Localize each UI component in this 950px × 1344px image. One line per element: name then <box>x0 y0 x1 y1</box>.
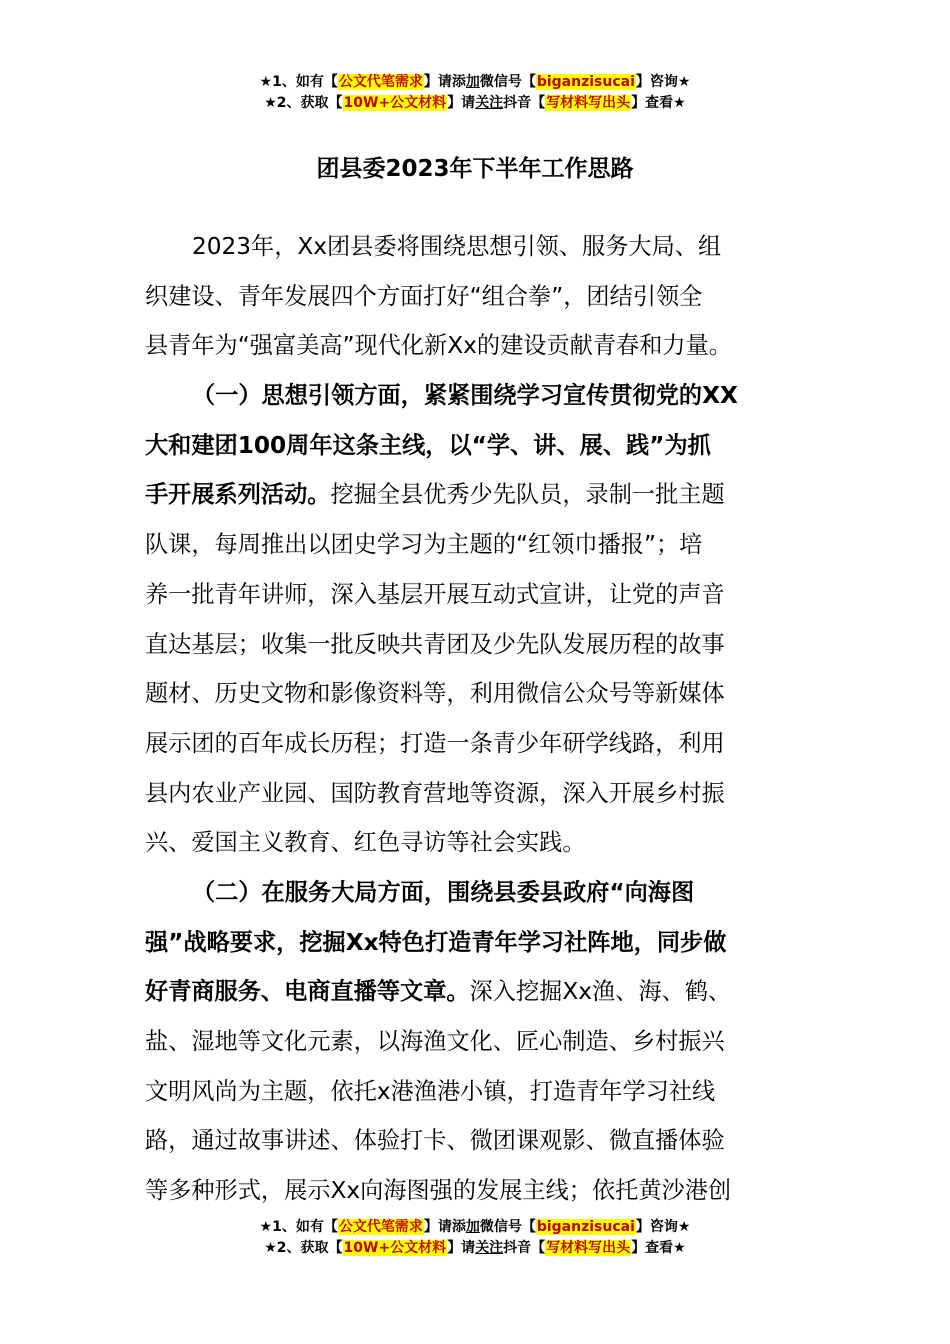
banner-underline: 加 <box>465 1219 480 1235</box>
banner-text: 】咨询★ <box>635 74 691 90</box>
banner-highlight: biganzisucai <box>536 1219 635 1235</box>
text-line <box>145 421 807 471</box>
banner-text: 】请 <box>447 1240 476 1256</box>
banner-text: 】查看★ <box>631 1240 686 1256</box>
banner-underline: 关注 <box>475 95 504 111</box>
bold-heading-text: 好青商服务、电商直播等文章。 <box>145 978 470 1006</box>
banner-text: 微信号【 <box>479 1219 536 1235</box>
header-banner <box>0 72 950 114</box>
banner-line-2 <box>0 1238 950 1259</box>
banner-highlight: 公文代笔需求 <box>338 1219 423 1235</box>
banner-highlight: 写材料写出头 <box>546 95 631 111</box>
text-line <box>145 371 807 421</box>
body-text-segment: 文明风尚为主题，依托x港渔港小镇，打造青年学习社线 <box>145 1077 716 1105</box>
bold-heading-text: 大和建团100周年这条主线，以“学、讲、展、践”为抓 <box>145 431 711 459</box>
text-line <box>145 1116 807 1166</box>
body-text-segment: 县青年为“强富美高”现代化新Xx的建设贡献青春和力量。 <box>145 332 732 360</box>
text-line <box>145 719 807 769</box>
bold-heading-text: （二）在服务大局方面，围绕县委县政府“向海图 <box>192 878 695 906</box>
body-text-segment: 等多种形式，展示Xx向海图强的发展主线；依托黄沙港创 <box>145 1177 732 1205</box>
text-line <box>145 769 807 819</box>
text-line <box>145 818 807 868</box>
banner-underline: 关注 <box>475 1240 504 1256</box>
banner-text: ★1、如有【 <box>259 74 338 90</box>
banner-line-1 <box>0 72 950 93</box>
text-line <box>145 918 807 968</box>
banner-highlight: 10W+公文材料 <box>343 1240 447 1256</box>
body-text-segment: 县内农业产业园、国防教育营地等资源，深入开展乡村振 <box>145 779 725 807</box>
banner-line-1 <box>0 1217 950 1238</box>
document-title: 团县委2023年下半年工作思路 <box>316 156 634 182</box>
banner-highlight: 写材料写出头 <box>546 1240 631 1256</box>
body-text-segment: 织建设、青年发展四个方面打好“组合拳”，团结引领全 <box>145 282 703 310</box>
text-line <box>145 620 807 670</box>
body-text-segment: 养一批青年讲师，深入基层开展互动式宣讲，让党的声音 <box>145 580 725 608</box>
body-text-segment: 盐、湿地等文化元素，以海渔文化、匠心制造、乡村振兴 <box>145 1028 725 1055</box>
body-text-segment: 直达基层；收集一批反映共青团及少先队发展历程的故事 <box>145 630 725 658</box>
body-text-segment: 题材、历史文物和影像资料等，利用微信公众号等新媒体 <box>145 680 725 708</box>
banner-text: ★1、如有【 <box>259 1219 338 1235</box>
text-line <box>145 967 807 1017</box>
banner-text: ★2、获取【 <box>264 1240 343 1256</box>
banner-text: 抖音【 <box>503 95 546 111</box>
banner-highlight: 10W+公文材料 <box>343 95 447 111</box>
body-text-segment: 展示团的百年成长历程；打造一条青少年研学线路，利用 <box>145 729 725 757</box>
footer-banner <box>0 1217 950 1259</box>
banner-text: ★2、获取【 <box>264 95 343 111</box>
text-line <box>145 272 807 322</box>
banner-text: 】查看★ <box>631 95 686 111</box>
banner-text: 微信号【 <box>479 74 536 90</box>
bold-heading-text: （一）思想引领方面，紧紧围绕学习宣传贯彻党的XX <box>192 382 738 410</box>
text-line <box>145 1166 807 1216</box>
text-line <box>145 1017 807 1067</box>
body-text-segment: 挖掘全县优秀少先队员，录制一批主题 <box>330 481 725 509</box>
banner-underline: 加 <box>465 74 480 90</box>
banner-text: 】请 <box>447 95 476 111</box>
body-text-segment: 队课，每周推出以团史学习为主题的“红领巾播报”；培 <box>145 531 703 559</box>
bold-heading-text: 手开展系列活动。 <box>145 481 331 509</box>
text-line <box>145 669 807 719</box>
document-body <box>145 222 807 1216</box>
text-line <box>145 321 807 371</box>
text-line <box>145 520 807 570</box>
body-text-segment: 路，通过故事讲述、体验打卡、微团课观影、微直播体验 <box>145 1127 725 1155</box>
text-line <box>145 1067 807 1117</box>
body-text-segment: 深入挖掘Xx渔、海、鹤、 <box>469 978 732 1006</box>
banner-text: 】请添 <box>423 1219 466 1235</box>
body-text-segment: 兴、爱国主义教育、红色寻访等社会实践。 <box>145 829 586 857</box>
banner-highlight: biganzisucai <box>536 74 635 90</box>
banner-text: 】咨询★ <box>635 1219 691 1235</box>
text-line <box>145 222 807 272</box>
text-line <box>145 868 807 918</box>
banner-highlight: 公文代笔需求 <box>338 74 423 90</box>
banner-text: 抖音【 <box>503 1240 546 1256</box>
bold-heading-text: 强”战略要求，挖掘Xx特色打造青年学习社阵地，同步做 <box>145 928 727 956</box>
banner-text: 】请添 <box>423 74 466 90</box>
text-line <box>145 470 807 520</box>
banner-line-2 <box>0 93 950 114</box>
text-line <box>145 570 807 620</box>
body-text-segment: 2023年，Xx团县委将围绕思想引领、服务大局、组 <box>192 233 722 260</box>
